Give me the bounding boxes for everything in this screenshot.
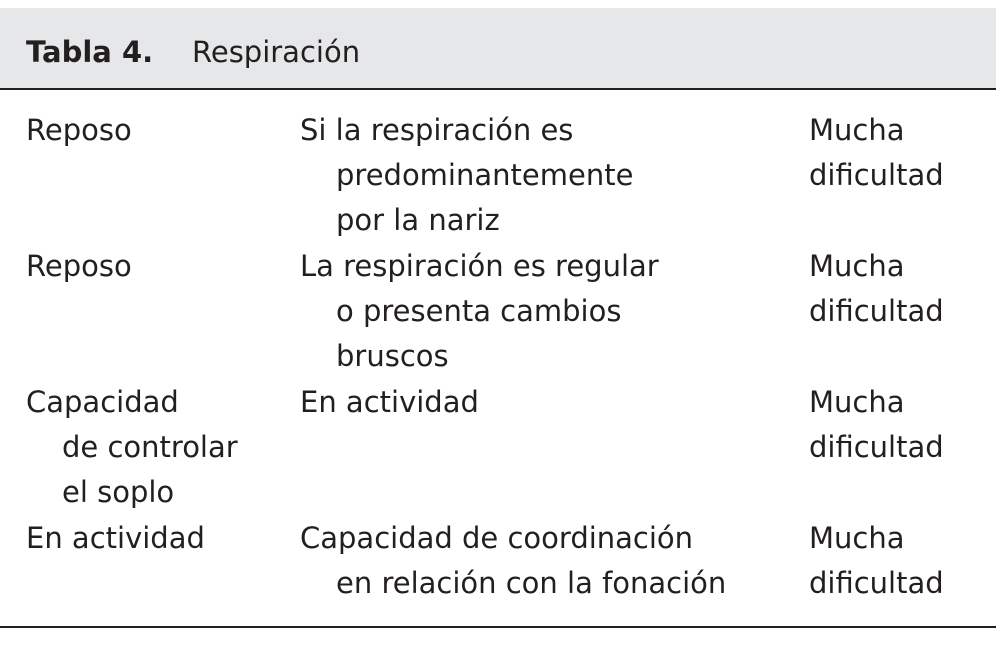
table-row (0, 244, 996, 380)
table-cell-col3 (809, 108, 999, 198)
cell-line: dificultad (809, 566, 944, 600)
cell-line: predominantemente (336, 158, 634, 192)
table-cell-col2 (300, 244, 790, 379)
cell-line: dificultad (809, 158, 944, 192)
table-cell-col1 (26, 244, 276, 289)
table-caption-label: Tabla 4. (26, 35, 154, 69)
cell-line: de controlar (62, 430, 238, 464)
table-body (0, 108, 996, 652)
cell-line: Capacidad de coordinación (300, 521, 694, 555)
table-cell-col1 (26, 380, 276, 515)
cell-line: Mucha (809, 521, 905, 555)
table-cell-col1 (26, 516, 276, 561)
cell-line: En actividad (300, 385, 479, 419)
table-caption-title: Respiración (192, 35, 361, 69)
cell-line: el soplo (62, 475, 175, 509)
cell-line: Capacidad (26, 385, 179, 419)
table-bottom-rule (0, 626, 996, 628)
table-caption (0, 8, 996, 90)
table-cell-col2 (300, 516, 790, 606)
cell-line: En actividad (26, 521, 205, 555)
cell-line: bruscos (336, 339, 449, 373)
cell-line: dificultad (809, 294, 944, 328)
cell-line: Reposo (26, 249, 132, 283)
cell-line: dificultad (809, 430, 944, 464)
table-cell-col2 (300, 380, 790, 425)
cell-line: Mucha (809, 113, 905, 147)
cell-line: Si la respiración es (300, 113, 574, 147)
cell-line: o presenta cambios (336, 294, 622, 328)
table-cell-col3 (809, 380, 999, 470)
table-row (0, 380, 996, 516)
table-row (0, 516, 996, 652)
table-cell-col3 (809, 244, 999, 334)
cell-line: en relación con la fonación (336, 566, 727, 600)
table-cell-col3 (809, 516, 999, 606)
cell-line: Mucha (809, 385, 905, 419)
table-cell-col1 (26, 108, 276, 153)
cell-line: Reposo (26, 113, 132, 147)
cell-line: Mucha (809, 249, 905, 283)
cell-line: La respiración es regular (300, 249, 659, 283)
table-row (0, 108, 996, 244)
cell-line: por la nariz (336, 203, 500, 237)
table-cell-col2 (300, 108, 790, 243)
